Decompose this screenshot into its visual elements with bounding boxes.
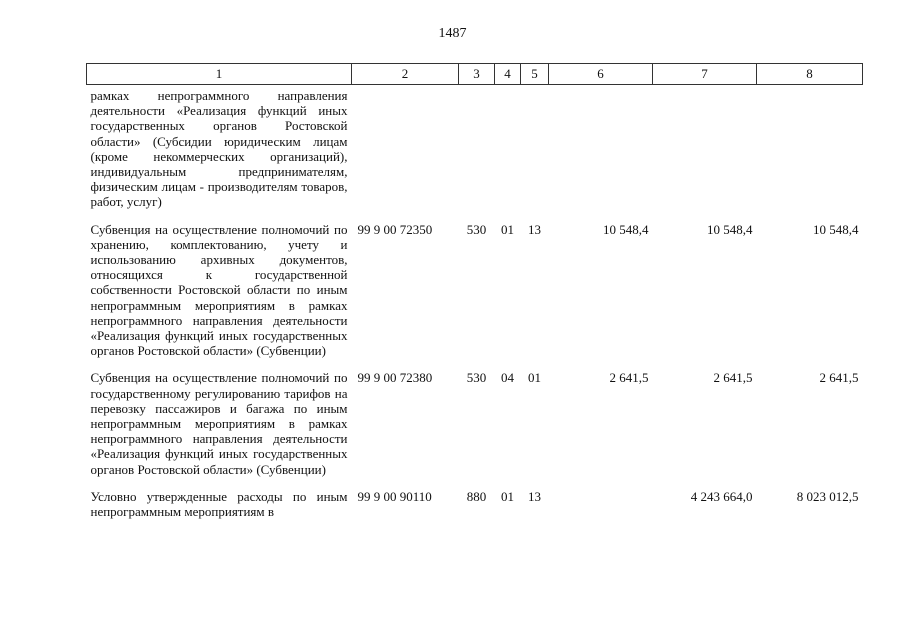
column-header-3: 3 <box>459 64 495 85</box>
row-value-7: 2 641,5 <box>713 370 753 386</box>
row-col4: 04 <box>501 370 514 386</box>
row-value-8 <box>757 85 863 210</box>
budget-table <box>86 63 863 519</box>
row-value-8: 8 023 012,5 <box>796 488 859 504</box>
row-description: Субвенция на осуществление полномочий по хранению, комплектованию, учету и использованию архивных документов, относящихся к государственной собственности Ростовской области по иным непрограммным мероприятиям в рамках непрограммного направления деятельности «Реализация функций иных государственных органов Ростовской области» (Субвенции) <box>90 221 348 359</box>
row-code: 99 9 00 90110 <box>357 488 432 504</box>
row-code <box>352 85 459 210</box>
row-col5 <box>521 85 549 210</box>
row-value-6: 10 548,4 <box>603 221 649 237</box>
row-value-8: 2 641,5 <box>819 370 859 386</box>
table-header <box>87 64 863 85</box>
row-spacer <box>87 210 863 222</box>
table-row <box>87 370 863 476</box>
row-description: Субвенция на осуществление полномочий по государственному регулированию тарифов на перевозку пассажиров и багажа по иным непрограммным мероприятиям в рамках непрограммного направления деятельности «Реализация функций иных государственных органов Ростовской области» (Субвенции) <box>90 370 348 477</box>
row-value-6 <box>549 85 653 210</box>
row-value-6: 2 641,5 <box>609 370 649 386</box>
column-header-2: 2 <box>352 64 459 85</box>
column-header-7: 7 <box>653 64 757 85</box>
header-row <box>87 64 863 85</box>
row-spacer <box>87 358 863 370</box>
row-col4 <box>495 85 521 210</box>
column-header-4: 4 <box>495 64 521 85</box>
table-body <box>87 85 863 520</box>
row-col4: 01 <box>501 488 514 504</box>
table-row <box>87 222 863 359</box>
row-value-7: 10 548,4 <box>707 221 753 237</box>
row-col5: 01 <box>528 370 541 386</box>
column-header-6: 6 <box>549 64 653 85</box>
column-header-8: 8 <box>757 64 863 85</box>
column-header-5: 5 <box>521 64 549 85</box>
row-col3 <box>459 85 495 210</box>
row-col3: 530 <box>466 370 487 386</box>
row-code: 99 9 00 72350 <box>357 221 433 237</box>
row-spacer <box>87 477 863 489</box>
row-description: рамках непрограммного направления деятельности «Реализация функций иных государственных органов Ростовской области» (Субсидии юридическим лицам (кроме некоммерческих организаций), индивидуальным предпринимателям, физическим лицам - производителям товаров, работ, услуг) <box>90 88 348 210</box>
row-col3: 880 <box>466 488 487 504</box>
row-col5: 13 <box>528 488 541 504</box>
table-row <box>87 489 863 519</box>
table-row <box>87 85 863 210</box>
row-code: 99 9 00 72380 <box>357 370 433 386</box>
row-value-7 <box>653 85 757 210</box>
row-col4: 01 <box>501 221 514 237</box>
row-value-6 <box>549 489 653 519</box>
row-col3: 530 <box>466 221 487 237</box>
row-col5: 13 <box>528 221 541 237</box>
column-header-1: 1 <box>87 64 352 85</box>
row-description: Условно утвержденные расходы по иным непрограммным мероприятиям в <box>90 488 348 520</box>
row-value-7: 4 243 664,0 <box>690 488 753 504</box>
row-value-8: 10 548,4 <box>813 221 859 237</box>
page-number: 1487 <box>438 26 467 41</box>
